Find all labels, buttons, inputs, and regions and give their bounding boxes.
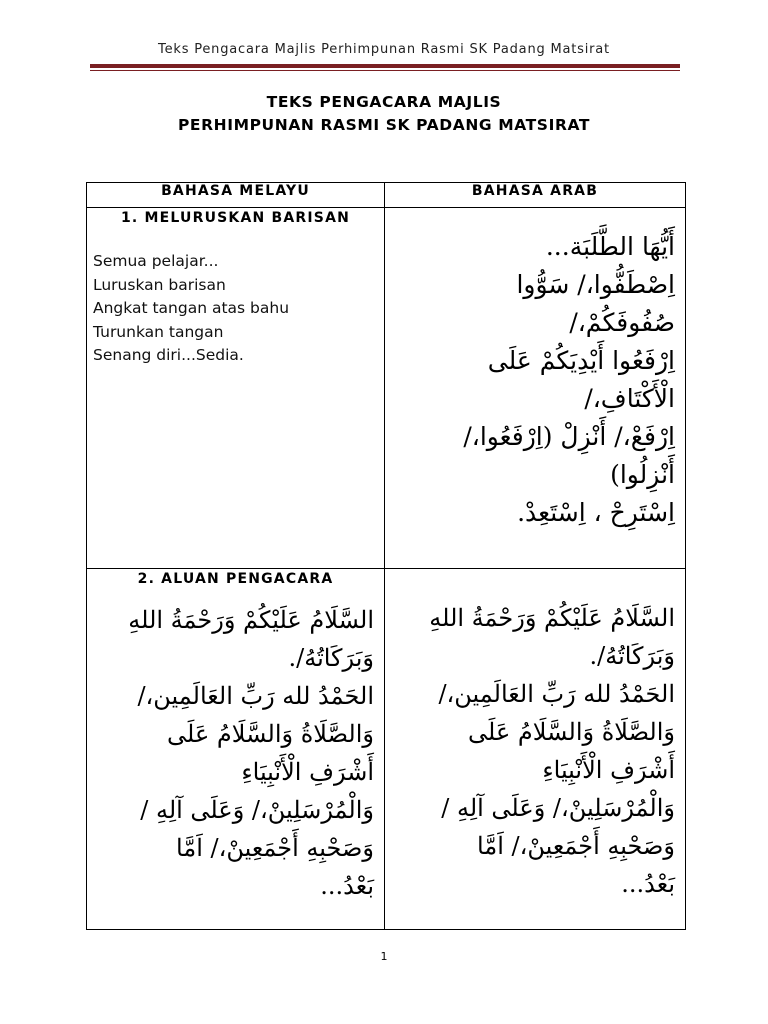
section2-right-cell: [385, 569, 686, 930]
arabic-line: وَالْمُرْسَلِينْ،/ وَعَلَى آلِهِ /: [140, 796, 374, 824]
section2-right-arabic-lines: [385, 569, 685, 903]
arabic-line: اِرْفَعُوا أَيْدِيَكُمْ عَلَى: [487, 346, 675, 375]
header-rule-thin: [90, 70, 680, 71]
page-number: 1: [380, 950, 388, 963]
arabic-line: الحَمْدُ لله رَبِّ العَالَمِين،/: [438, 680, 675, 708]
arabic-line: الْأَكْتَافِ،/: [584, 384, 675, 413]
arabic-line: الحَمْدُ لله رَبِّ العَالَمِين،/: [137, 682, 374, 710]
malay-line: Turunkan tangan: [93, 322, 224, 341]
arabic-line: وَالصَّلَاةُ وَالسَّلَامُ عَلَى: [468, 718, 675, 746]
table-header-row: [87, 183, 686, 208]
arabic-line: وَبَرَكَاتُهُ/.: [288, 644, 374, 672]
malay-line: Semua pelajar...: [93, 252, 219, 270]
arabic-line: وَبَرَكَاتُهُ/.: [589, 642, 675, 670]
section1-arabic-cell: [385, 208, 686, 569]
table-row-section1: [87, 208, 686, 569]
arabic-line: اِصْطَفُّوا،/ سَوُّوا: [516, 270, 675, 299]
document-title-line2: PERHIMPUNAN RASMI SK PADANG MATSIRAT: [177, 116, 591, 134]
arabic-line: وَالْمُرْسَلِينْ،/ وَعَلَى آلِهِ /: [441, 794, 675, 822]
table-row-section2: [87, 569, 686, 930]
section2-title: 2. ALUAN PENGACARA: [137, 571, 334, 587]
arabic-line: أَشْرَفِ الْأَنْبِيَاءِ: [542, 756, 675, 784]
section2-left-arabic-lines: [87, 587, 384, 905]
section1-title: 1. MELURUSKAN BARISAN: [120, 210, 351, 226]
arabic-line: أَنْزِلُوا): [610, 460, 675, 489]
script-table: [86, 182, 686, 930]
arabic-line: السَّلَامُ عَلَيْكُمْ وَرَحْمَةُ اللهِ: [429, 604, 675, 632]
arabic-line: وَالصَّلَاةُ وَالسَّلَامُ عَلَى: [167, 720, 374, 748]
arabic-line: اِسْتَرِحْ ، اِسْتَعِدْ.: [517, 498, 675, 527]
malay-line: Senang diri...Sedia.: [93, 346, 244, 364]
arabic-line: بَعْدُ...: [320, 872, 374, 900]
arabic-line: صُفُوفَكُمْ،/: [569, 308, 675, 337]
arabic-line: أَشْرَفِ الْأَنْبِيَاءِ: [241, 758, 374, 786]
document-title-line1: TEKS PENGACARA MAJLIS: [266, 93, 502, 111]
arabic-line: اِرْفَعْ،/ أَنْزِلْ (اِرْفَعُوا،/: [463, 422, 675, 451]
section2-left-cell: [87, 569, 385, 930]
col-header-arabic: BAHASA ARAB: [385, 183, 686, 208]
malay-line: Luruskan barisan: [93, 275, 226, 294]
arabic-line: وَصَحْبِهِ أَجْمَعِينْ،/ اَمَّا: [477, 832, 675, 860]
malay-line: Angkat tangan atas bahu: [93, 299, 290, 317]
section1-malay-lines: [93, 250, 384, 368]
col-header-malay: BAHASA MELAYU: [87, 183, 385, 208]
header-rule-thick: [90, 64, 680, 68]
arabic-line: بَعْدُ...: [621, 870, 675, 898]
arabic-line: أَيُّهَا الطَّلَبَة...: [545, 232, 675, 261]
section1-arabic-lines: [385, 208, 685, 532]
section1-malay-cell: [87, 208, 385, 569]
arabic-line: وَصَحْبِهِ أَجْمَعِينْ،/ اَمَّا: [176, 834, 374, 862]
arabic-line: السَّلَامُ عَلَيْكُمْ وَرَحْمَةُ اللهِ: [128, 606, 374, 634]
running-header: Teks Pengacara Majlis Perhimpunan Rasmi SK Padang Matsirat: [158, 42, 610, 57]
